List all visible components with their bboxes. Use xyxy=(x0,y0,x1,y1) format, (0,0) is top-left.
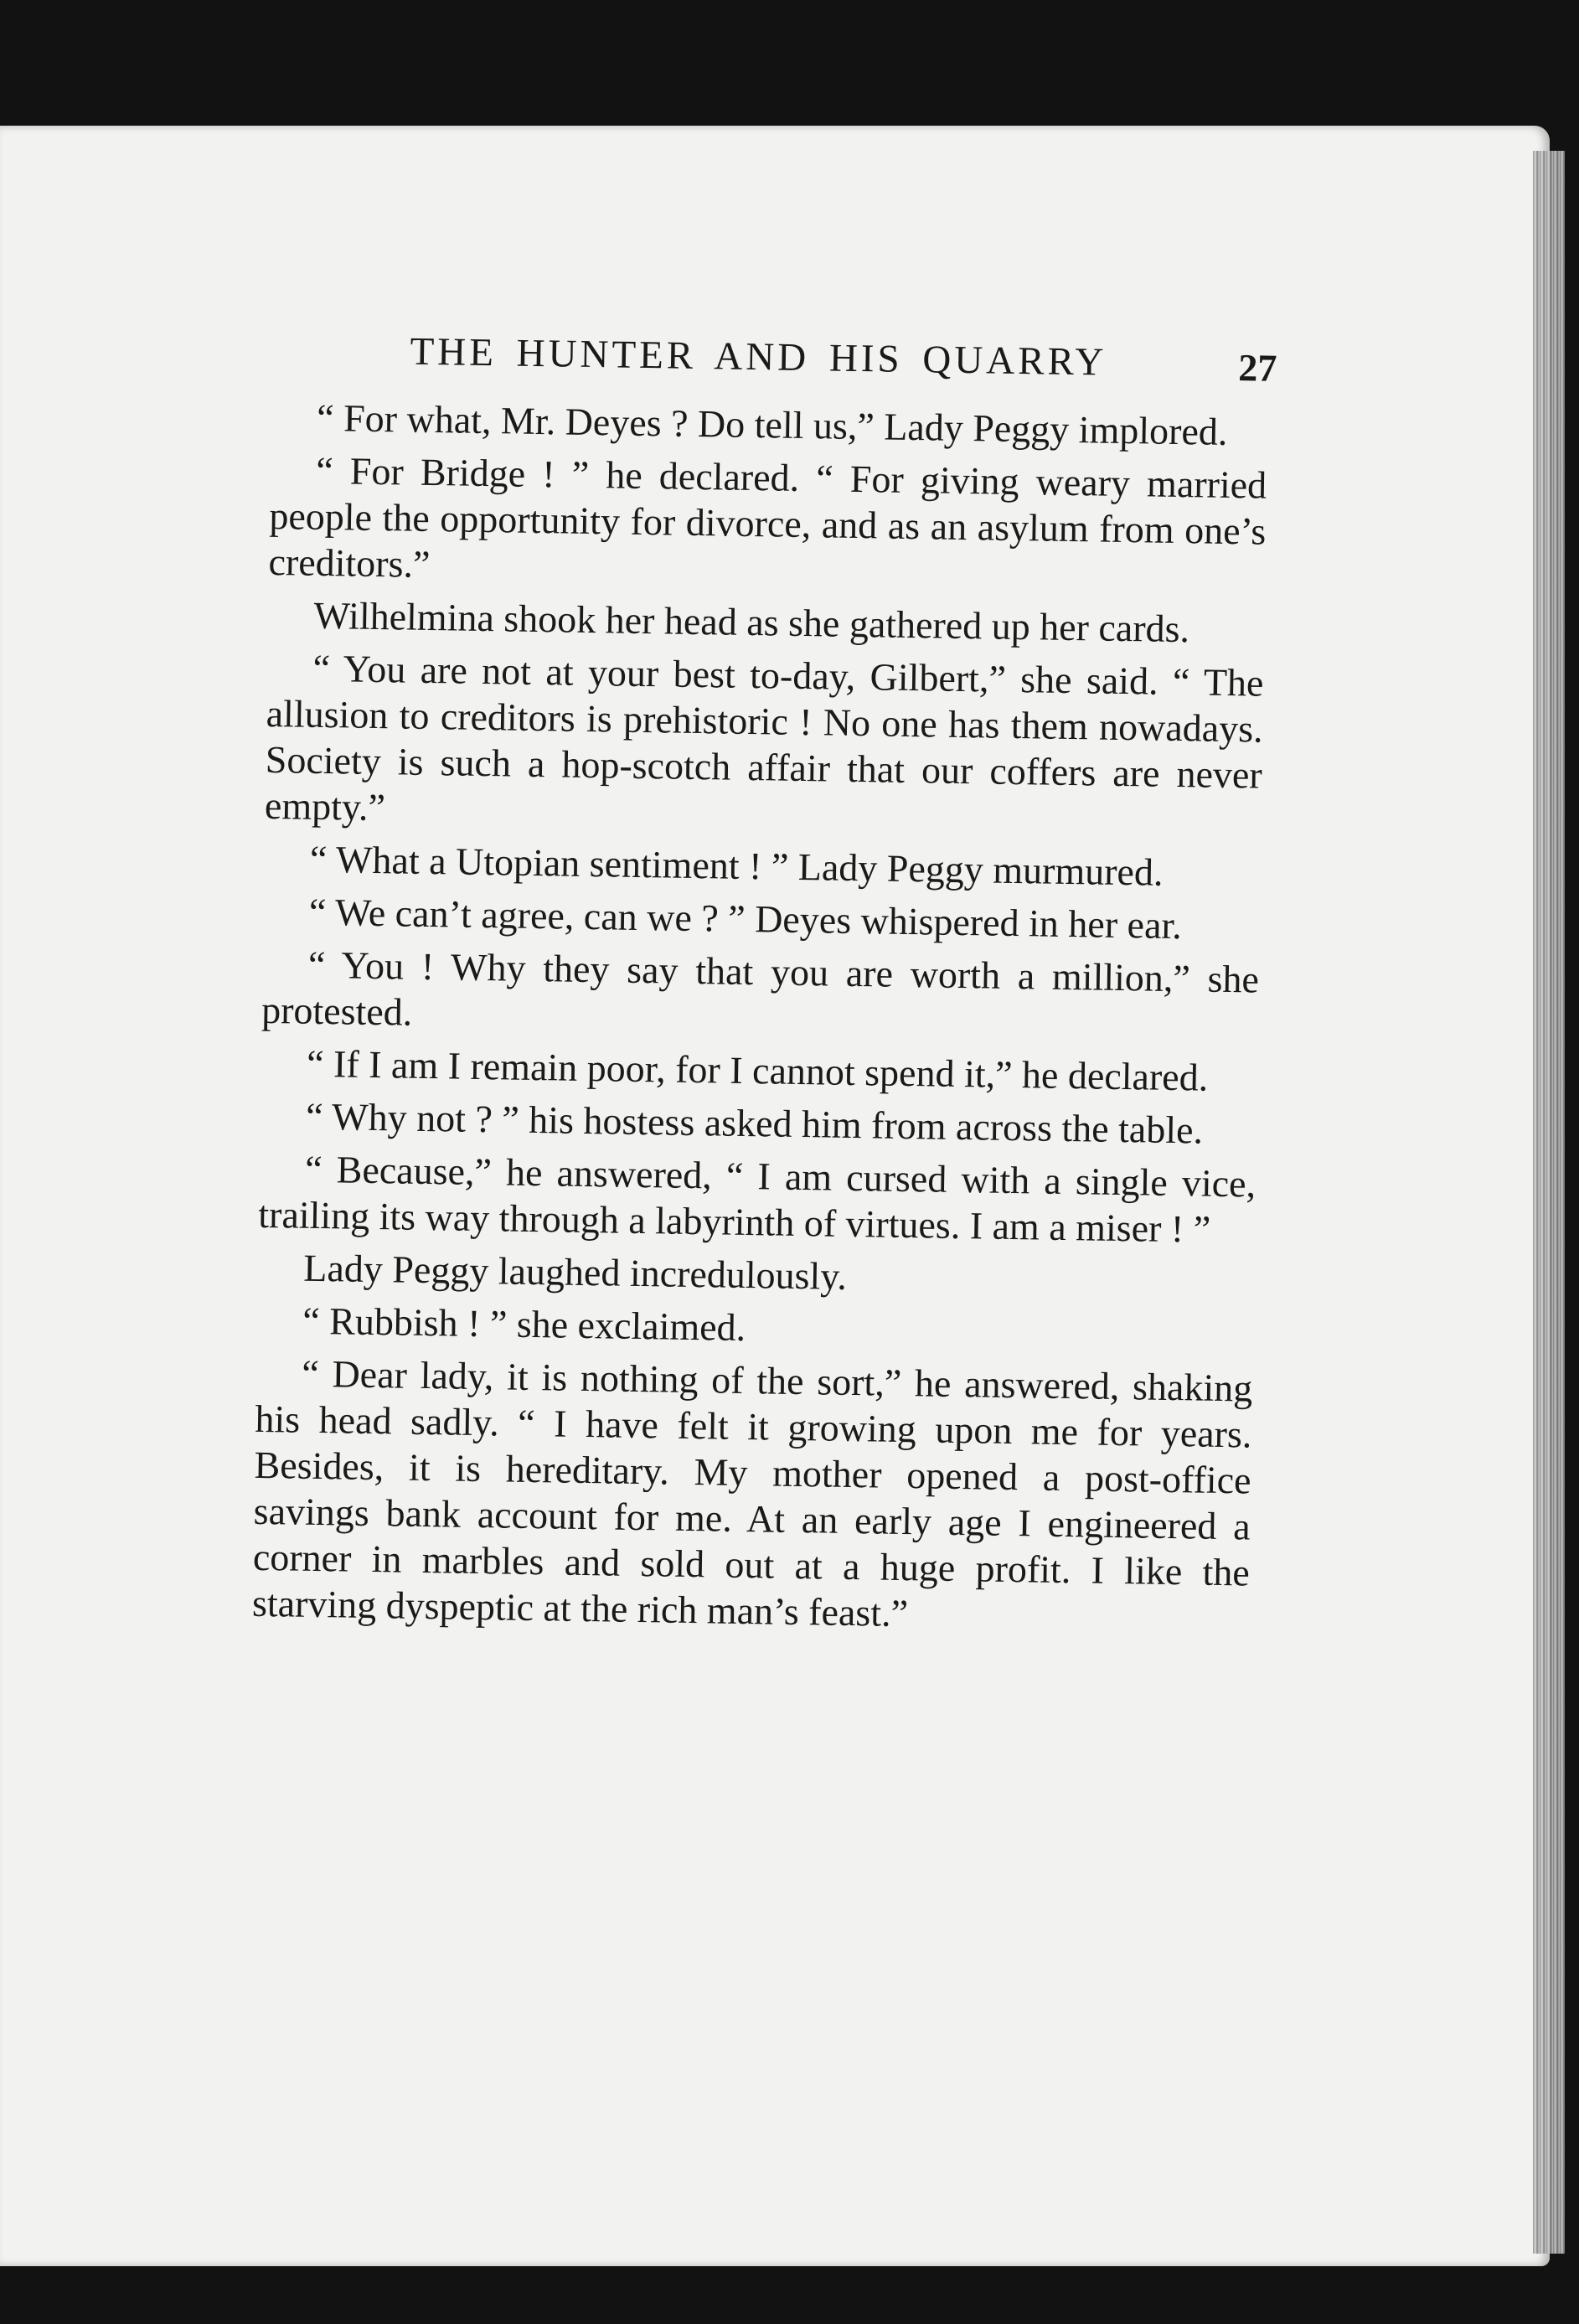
paragraph: “ You are not at your best to-day, Gilbert,” she said. “ The allusion to creditors is prehistoric ! No one has them nowadays. Society is such a hop-scotch affair that our coffers are never empty.” xyxy=(264,646,1264,829)
paragraph: Lady Peggy laughed incredulously. xyxy=(302,1246,848,1298)
page-edge-stack xyxy=(1533,151,1565,2254)
paragraph: “ If I am I remain poor, for I cannot spend it,” he declared. xyxy=(306,1041,1209,1099)
paragraph: “ We can’t agree, can we ? ” Deyes whispered in her ear. xyxy=(308,890,1183,948)
paragraph: “ Because,” he answered, “ I am cursed with a single vice, trailing its way through a labyrinth of virtues. I am a miser ! ” xyxy=(257,1147,1256,1251)
paragraph: “ For Bridge ! ” he declared. “ For giving weary married people the opportunity for divorce, and as an asylum from one’s creditors.” xyxy=(268,448,1267,586)
paragraph: “ What a Utopian sentiment ! ” Lady Peggy murmured. xyxy=(309,837,1164,894)
paragraph: Wilhelmina shook her head as she gathered up her cards. xyxy=(313,593,1190,651)
page-number: 27 xyxy=(1237,346,1277,390)
paragraph: “ Dear lady, it is nothing of the sort,” he answered, shaking his head sadly. “ I have felt it growing upon me for years. Besides, it is hereditary. My mother opened a post-office savings bank account for me. At an early age I engineered a corner in marbles and sold out at a huge profit. I like the starving dyspeptic at the rich man’s feast.” xyxy=(251,1351,1253,1635)
paragraph: “ For what, Mr. Deyes ? Do tell us,” Lady Peggy implored. xyxy=(316,395,1228,453)
body-text xyxy=(252,394,1268,1642)
paragraph: “ You ! Why they say that you are worth a million,” she protested. xyxy=(261,943,1260,1034)
paragraph: “ Rubbish ! ” she exclaimed. xyxy=(302,1299,746,1350)
paragraph: “ Why not ? ” his hostess asked him from across the table. xyxy=(305,1094,1204,1152)
running-title: THE HUNTER AND HIS QUARRY xyxy=(410,329,1107,385)
page-content xyxy=(251,327,1277,1648)
